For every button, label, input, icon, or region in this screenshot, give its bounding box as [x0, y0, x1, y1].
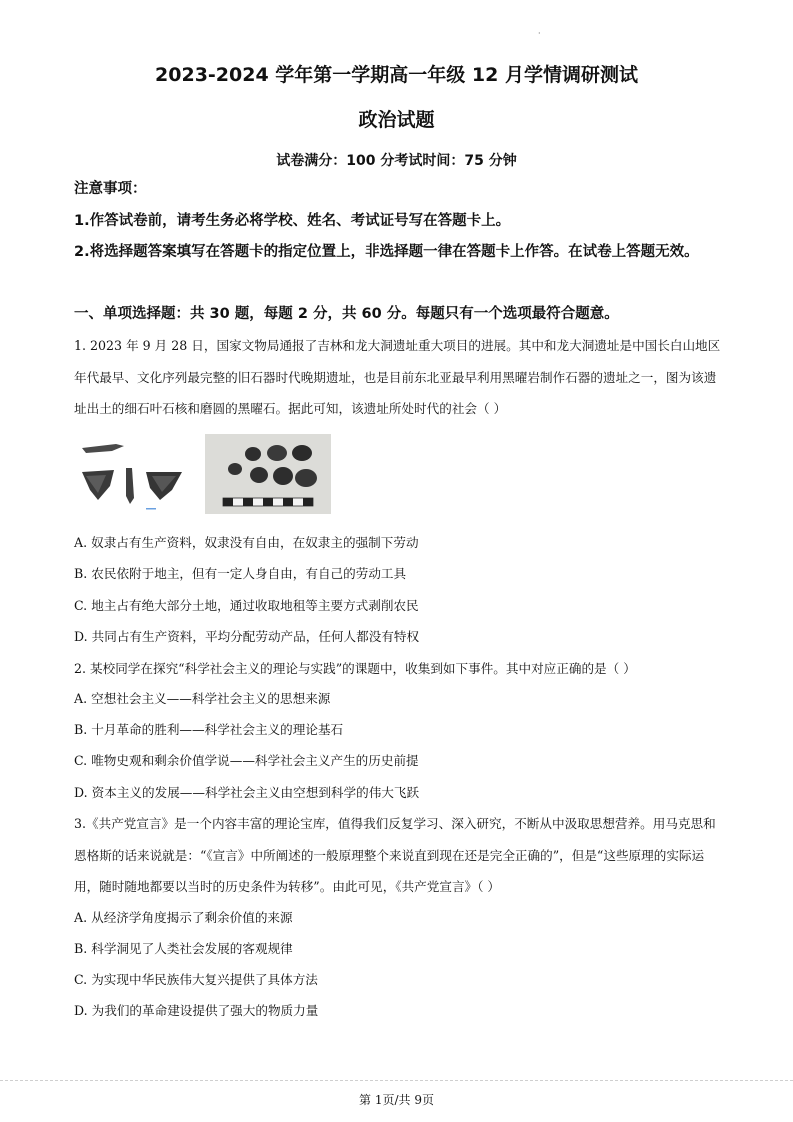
footer-divider [0, 1080, 793, 1081]
q3-option-d: D. 为我们的革命建设提供了强大的物质力量 [74, 1003, 319, 1018]
question-3-stem: 3.《共产党宣言》是一个内容丰富的理论宝库，值得我们反复学习、深入研究，不断从中汲取思想营养。用马克思和恩格斯的话来说就是：“《宣言》中所阐述的一般原理整个来说直到现在还是完全正确的”，但是“这些原理的实际运用，随时随地都要以当时的历史条件为转移”。由此可见，《共产党宣言》（ ） [74, 816, 716, 894]
q1-option-a: A. 奴隶占有生产资料，奴隶没有自由，在奴隶主的强制下劳动 [74, 535, 419, 550]
q1-option-c: C. 地主占有绝大部分土地，通过收取地租等主要方式剥削农民 [74, 598, 419, 613]
scan-dot: · [538, 29, 541, 38]
q2-option-c: C. 唯物史观和剩余价值学说——科学社会主义产生的历史前提 [74, 753, 419, 768]
q2-option-b: B. 十月革命的胜利——科学社会主义的理论基石 [74, 722, 344, 737]
q1-option-d: D. 共同占有生产资料，平均分配劳动产品，任何人都没有特权 [74, 629, 420, 644]
q3-option-a: A. 从经济学角度揭示了剩余价值的来源 [74, 910, 293, 925]
q2-option-d: D. 资本主义的发展——科学社会主义由空想到科学的伟大飞跃 [74, 785, 420, 800]
exam-meta: 试卷满分：100 分考试时间：75 分钟 [276, 153, 517, 169]
notice-item-1: 1.作答试卷前，请考生务必将学校、姓名、考试证号写在答题卡上。 [74, 213, 511, 229]
stone-tools-image [76, 438, 188, 512]
exam-subject: 政治试题 [358, 109, 435, 131]
exam-title: 2023-2024 学年第一学期高一年级 12 月学情调研测试 [155, 64, 638, 86]
q3-option-c: C. 为实现中华民族伟大复兴提供了具体方法 [74, 972, 318, 987]
section-heading: 一、单项选择题：共 30 题，每题 2 分，共 60 分。每题只有一个选项最符合题意。 [74, 306, 619, 322]
notice-item-2: 2.将选择题答案填写在答题卡的指定位置上，非选择题一律在答题卡上作答。在试卷上答题无效。 [74, 244, 699, 260]
q2-option-a: A. 空想社会主义——科学社会主义的思想来源 [74, 691, 331, 706]
figure-microblade-cores [76, 438, 188, 512]
page-number: 第 1页/共 9页 [359, 1093, 434, 1107]
q3-option-b: B. 科学洞见了人类社会发展的客观规律 [74, 941, 293, 956]
notice-heading: 注意事项： [74, 181, 147, 197]
figure-obsidian-pebbles [205, 434, 331, 514]
obsidian-image [205, 434, 331, 514]
q1-option-b: B. 农民依附于地主，但有一定人身自由，有自己的劳动工具 [74, 566, 407, 581]
question-2-stem: 2. 某校同学在探究“科学社会主义的理论与实践”的课题中，收集到如下事件。其中对应正确的是（ ） [74, 661, 636, 676]
question-1-stem: 1. 2023 年 9 月 28 日，国家文物局通报了吉林和龙大洞遗址重大项目的进展。其中和龙大洞遗址是中国长白山地区年代最早、文化序列最完整的旧石器时代晚期遗址，也是目前东北亚最早利用黑曜岩制作石器的遗址之一，图为该遗址出土的细石叶石核和磨圆的黑曜石。据此可知，该遗址所处时代的社会（ ） [74, 338, 721, 416]
